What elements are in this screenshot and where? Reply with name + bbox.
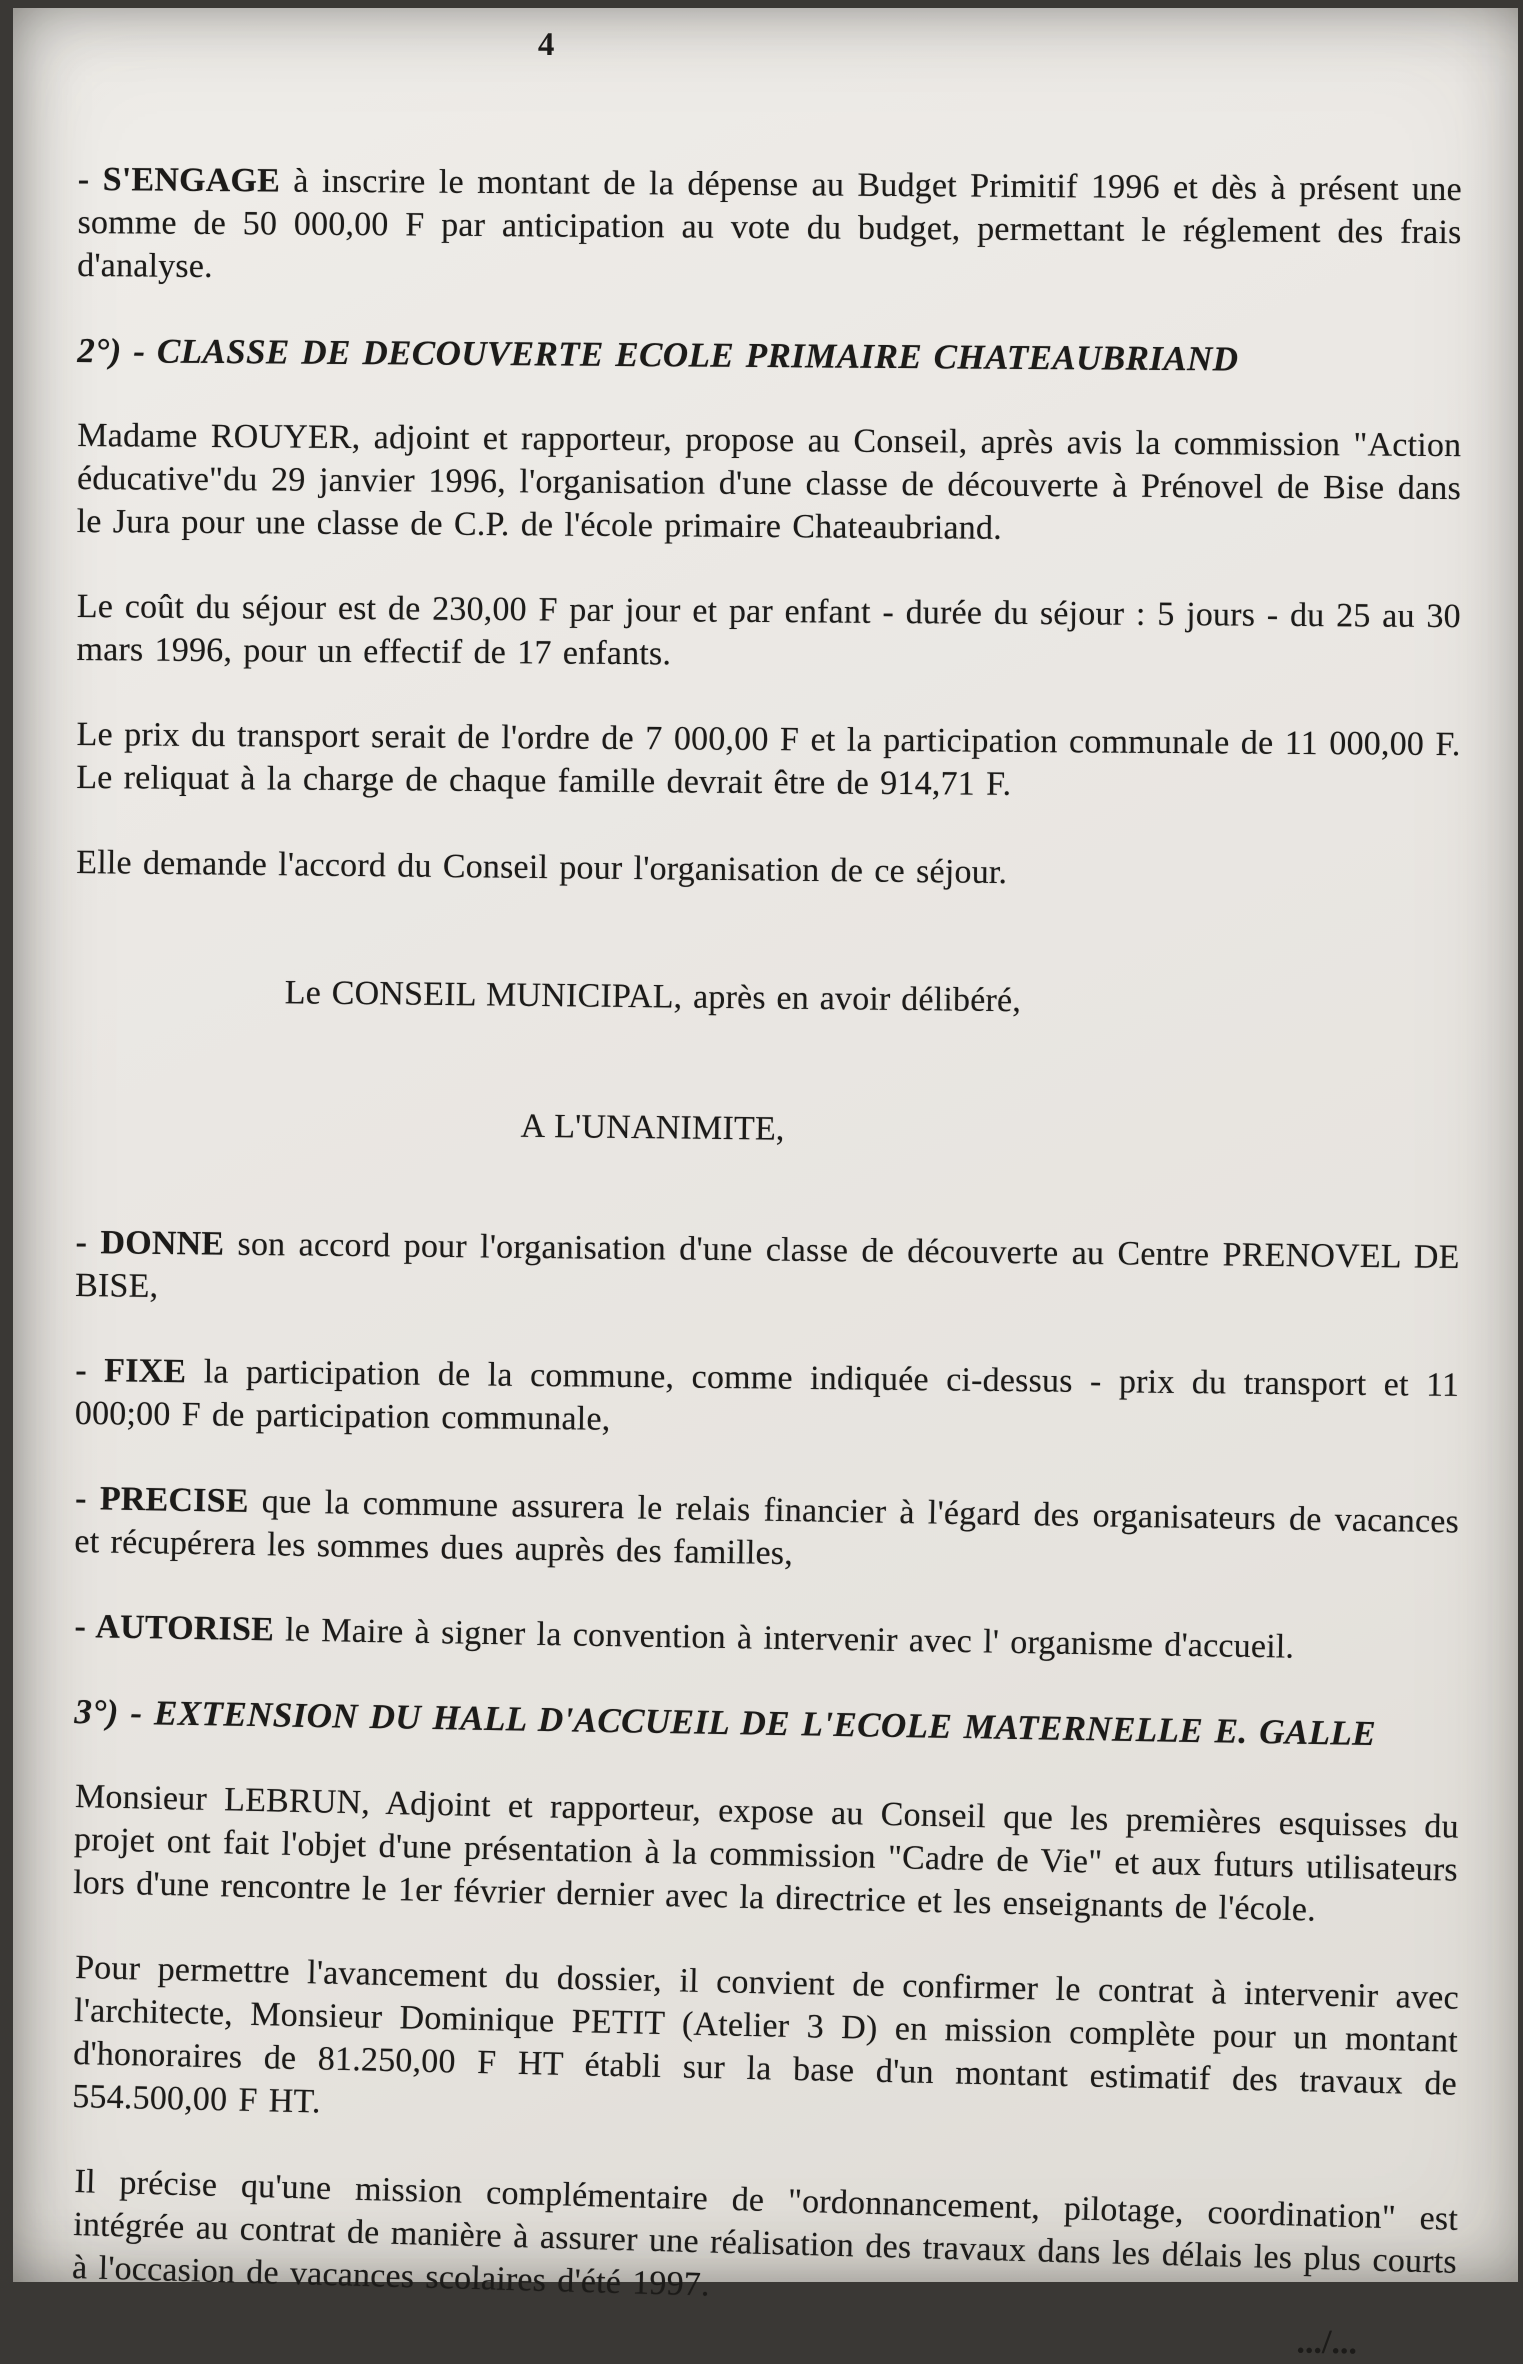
paragraph-lead: - FIXE bbox=[75, 1351, 187, 1391]
page-number: 4 bbox=[537, 26, 556, 63]
scanned-document-page bbox=[13, 8, 1518, 2362]
page-content bbox=[71, 8, 1462, 2362]
paragraph-engage bbox=[77, 158, 1462, 297]
line-conseil-municipal: Le CONSEIL MUNICIPAL, après en avoir délibéré, bbox=[284, 974, 1022, 1020]
paragraph-lead: - DONNE bbox=[75, 1223, 225, 1263]
paragraph-lebrun: Monsieur LEBRUN, Adjoint et rapporteur, expose au Conseil que les premières esquisses du projet ont fait l'objet d'une présentation à la commission "Cadre de Vie" et aux futurs utilisateurs lors d'une rencontre le 1er février dernier avec la directrice et les enseignants de l'école. bbox=[72, 1778, 1460, 1929]
continuation-mark: .../... bbox=[1296, 2323, 1358, 2362]
paragraph-fixe bbox=[75, 1349, 1460, 1450]
line-unanimite: A L'UNANIMITE, bbox=[520, 1107, 785, 1148]
paragraph-mission-complementaire: Il précise qu'une mission complémentaire de "ordonnancement, pilotage, coordination" est intégrée au contrat de manière à assurer une réalisation des travaux dans les délais les plus courts à l'occasion de vacances scolaires d'été 1997. bbox=[71, 2163, 1459, 2304]
paragraph-autorise bbox=[74, 1605, 1459, 1671]
paragraph-text: le Maire à signer la convention à intervenir avec l' organisme d'accueil. bbox=[273, 1611, 1295, 1666]
paragraph-text: que la commune assurera le relais financier à l'égard des organisateurs de vacances et récupérera les sommes dues auprès des familles, bbox=[74, 1482, 1460, 1573]
section-heading-2: 2°) - CLASSE DE DECOUVERTE ECOLE PRIMAIRE CHATEAUBRIAND bbox=[77, 330, 1239, 379]
paragraph-text: à inscrire le montant de la dépense au Budget Primitif 1996 et dès à présent une somme de 50 000,00 F par anticipation au vote du budget, permettant le réglement des frais d'analyse. bbox=[77, 162, 1462, 285]
paragraph-lead: - AUTORISE bbox=[74, 1607, 275, 1649]
paragraph-text: la participation de la commune, comme indiquée ci-dessus - prix du transport et 11 000;00 F de participation communale, bbox=[74, 1353, 1460, 1438]
paragraph-rouyer: Madame ROUYER, adjoint et rapporteur, propose au Conseil, après avis la commission "Action éducative"du 29 janvier 1996, l'organisation d'une classe de découverte à Prénovel de Bise dans le Jura pour une classe de C.P. de l'école primaire Chateaubriand. bbox=[76, 417, 1462, 547]
paragraph-prix-transport: Le prix du transport serait de l'ordre de 7 000,00 F et la participation communale de 11 000,00 F. Le reliquat à la charge de chaque famille devrait être de 914,71 F. bbox=[76, 715, 1461, 803]
paragraph-avancement-dossier: Pour permettre l'avancement du dossier, il convient de confirmer le contrat à intervenir avec l'architecte, Monsieur Dominique PETIT (Atelier 3 D) en mission complète pour un montant d'honoraires de 81.250,00 F HT établi sur la base d'un montant estimatif des travaux de 554.500,00 F HT. bbox=[71, 1949, 1460, 2121]
paragraph-text: son accord pour l'organisation d'une classe de découverte au Centre PRENOVEL DE BISE, bbox=[74, 1225, 1460, 1305]
paragraph-demande-accord: Elle demande l'accord du Conseil pour l'organisation de ce séjour. bbox=[76, 843, 1008, 892]
paragraph-lead: - S'ENGAGE bbox=[77, 161, 281, 200]
paragraph-cout-sejour: Le coût du séjour est de 230,00 F par jour et par enfant - durée du séjour : 5 jours - du 25 au 30 mars 1996, pour un effectif de 17 enfants. bbox=[76, 587, 1461, 673]
paragraph-lead: - PRECISE bbox=[74, 1480, 249, 1520]
paragraph-donne bbox=[75, 1221, 1460, 1322]
paragraph-precise bbox=[74, 1477, 1459, 1586]
section-heading-3: 3°) - EXTENSION DU HALL D'ACCUEIL DE L'ECOLE MATERNELLE E. GALLE bbox=[74, 1691, 1377, 1754]
